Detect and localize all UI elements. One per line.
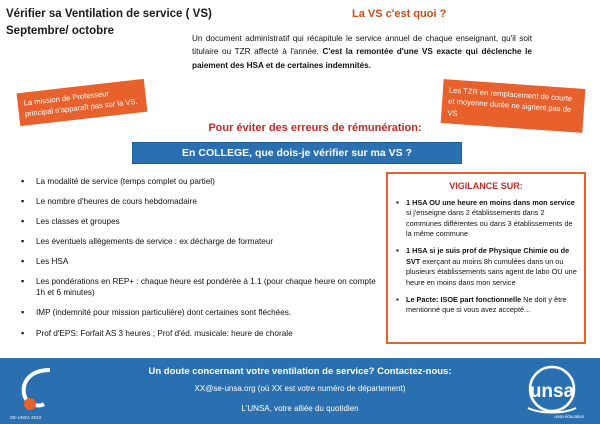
title-emphasis: Ventilation de service ( VS) (64, 8, 212, 20)
vigilance-item-rest: si j'enseigne dans 2 établissements dans 2 communes différentes ou dans 3 établissements de la même commune (406, 208, 573, 239)
vigilance-box (386, 172, 586, 344)
title-line-1 (6, 6, 216, 23)
vigilance-item-bold: 1 HSA si je suis prof de Physique Chimie ou de SVT (406, 246, 570, 266)
footer-contact-heading: Un doute concernant votre ventilation de service? Contactez-nous: (148, 366, 452, 377)
intro-paragraph-plain: Un document administratif qui récapitule le service annuel de chaque enseignant, qu'il soit titulaire ou TZR affecté à l'année. (192, 34, 532, 57)
vigilance-item-bold: 1 HSA OU une heure en moins dans mon service (406, 198, 575, 207)
vigilance-item-rest: exerçant au moins 8h cumulées dans un ou plusieurs établissements sans agent de labo OU une heure en moins dans mon service (406, 256, 577, 287)
list-item: ▪ Prof d'EPS: Forfait AS 3 heures ; Prof d'éd. musicale: heure de chorale (34, 328, 382, 339)
intro-paragraph-bold: C'est la remontée d'une VS exacte qui déclenche le paiement des HSA et de certaines indemnités. (192, 47, 532, 70)
checklist-items (14, 176, 382, 339)
title-prefix: Vérifier sa (6, 8, 65, 20)
checklist-verifications (14, 176, 382, 348)
list-item: ▪ Le nombre d'heures de cours hebdomadaire (34, 196, 382, 207)
callout-tzr: Les TZR en remplacement de courte et moyenne durée ne signent pas de VS (441, 79, 586, 133)
vigilance-item-rest: Ne doit y être mentionné que si vous avez accepté... (406, 294, 567, 315)
list-item: ▪ Les éventuels allègements de service : ex décharge de formateur (34, 236, 382, 247)
footer-banner (0, 358, 600, 424)
intro-paragraph (192, 32, 532, 72)
svg-text:unsa: unsa (529, 381, 575, 402)
list-item: ▪ Les pondérations en REP+ : chaque heure est pondérée à 1.1 (pour chaque heure on compte 1h et 6 minutes) (34, 276, 382, 298)
footer-slogan: L'UNSA, votre alliée du quotidien (241, 404, 359, 413)
vigilance-item-bold: Le Pacte: ISOE part fonctionnelle (406, 294, 522, 304)
callout-professeur-principal: La mission de Professeur principal n'apparaît pas sur la VS. (17, 79, 148, 126)
unsa-education-logo-label: unsa éducation (554, 414, 584, 419)
se-unsa-logo-icon (14, 364, 70, 418)
list-item (406, 295, 577, 316)
page-title (6, 6, 216, 39)
banner-college-question: En COLLEGE, que dois-je vérifier sur ma VS ? (132, 142, 462, 164)
se-unsa-logo-label: SE-UNSA 2024 (10, 415, 42, 420)
footer-email[interactable]: XX@se-unsa.org (où XX est votre numéro de département) (194, 384, 406, 393)
list-item: ▪ IMP (indemnité pour mission particulière) dont certaines sont fléchées. (34, 307, 382, 318)
list-item (406, 198, 577, 239)
list-item: ▪ Les HSA (34, 256, 382, 267)
unsa-education-logo-icon (514, 362, 590, 420)
heading-eviter-erreurs: Pour éviter des erreurs de rémunération: (208, 122, 422, 134)
list-item: ▪ La modalité de service (temps complet ou partiel) (34, 176, 382, 187)
list-item (406, 246, 577, 287)
title-line-2: Septembre/ octobre (6, 24, 114, 37)
vigilance-items (395, 198, 577, 316)
vigilance-title: VIGILANCE SUR: (449, 181, 523, 191)
section-heading-vs-definition: La VS c'est quoi ? (352, 8, 447, 20)
list-item: ▪ Les classes et groupes (34, 216, 382, 227)
